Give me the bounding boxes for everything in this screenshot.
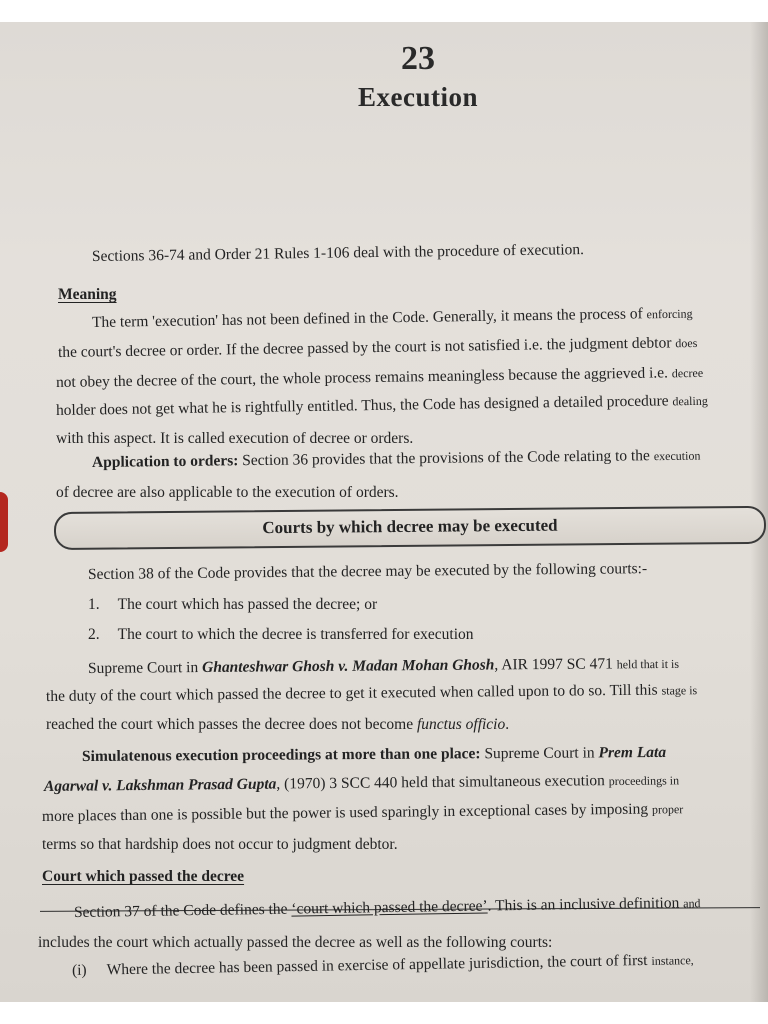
chapter-number: 23 [401,40,435,77]
supreme-line-2: the duty of the court which passed the decree to get it executed when called upon to do so. Till this stage is [45,681,698,705]
supreme-line-3: reached the court which passes the decree does not become functus officio. [46,716,510,733]
meaning-line-3: not obey the decree of the court, the whole process remains meaningless because the aggrieved i.e. decree [55,364,704,391]
list-item: 2. The court to which the decree is transferred for execution [88,626,474,643]
list-item: 1. The court which has passed the decree; or [88,596,378,613]
simultaneous-line-2: Agarwal v. Lakshman Prasad Gupta, (1970) 3 SCC 440 held that simultaneous execution proceedings in [43,772,680,795]
book-page [0,22,768,1002]
simultaneous-line-3: more places than one is possible but the power is used sparingly in exceptional cases by imposing proper [41,800,684,825]
meaning-line-5: with this aspect. It is called execution of decree or orders. [56,430,414,447]
court-passed-line-1: Section 37 of the Code defines the ‘court which passed the decree’. This is an inclusive definition and [73,894,701,921]
section-heading-box [54,506,766,550]
application-line-2: of decree are also applicable to the execution of orders. [56,484,399,501]
meaning-line-1: The term 'execution' has not been defined in the Code. Generally, it means the process of enforcing [91,305,693,331]
court-passed-item: (i) Where the decree has been passed in exercise of appellate jurisdiction, the court of first instance, [71,951,694,979]
courts-heading: Courts by which decree may be executed [262,515,558,538]
court-passed-line-2: includes the court which actually passed the decree as well as the following courts: [38,934,553,951]
section38-intro: Section 38 of the Code provides that the decree may be executed by the following courts:- [87,560,648,583]
left-margin-mark [0,492,8,552]
meaning-heading: Meaning [58,286,117,303]
chapter-title: Execution [357,82,478,112]
application-line-1: Application to orders: Section 36 provides that the provisions of the Code relating to the execution [91,447,701,471]
court-passed-heading: Court which passed the decree [42,868,245,885]
meaning-line-4: holder does not get what he is rightfully entitled. Thus, the Code has designed a detailed procedure dealing [55,392,708,419]
intro-line: Sections 36-74 and Order 21 Rules 1-106 deal with the procedure of execution. [91,241,585,265]
meaning-line-2: the court's decree or order. If the decree passed by the court is not satisfied i.e. the judgment debtor does [57,334,698,361]
simultaneous-line-1: Simulatenous execution proceedings at more than one place: Supreme Court in Prem Lata [81,743,667,765]
supreme-line-1: Supreme Court in Ghanteshwar Ghosh v. Madan Mohan Ghosh, AIR 1997 SC 471 held that it is [87,655,680,677]
simultaneous-line-4: terms so that hardship does not occur to judgment debtor. [42,836,398,853]
